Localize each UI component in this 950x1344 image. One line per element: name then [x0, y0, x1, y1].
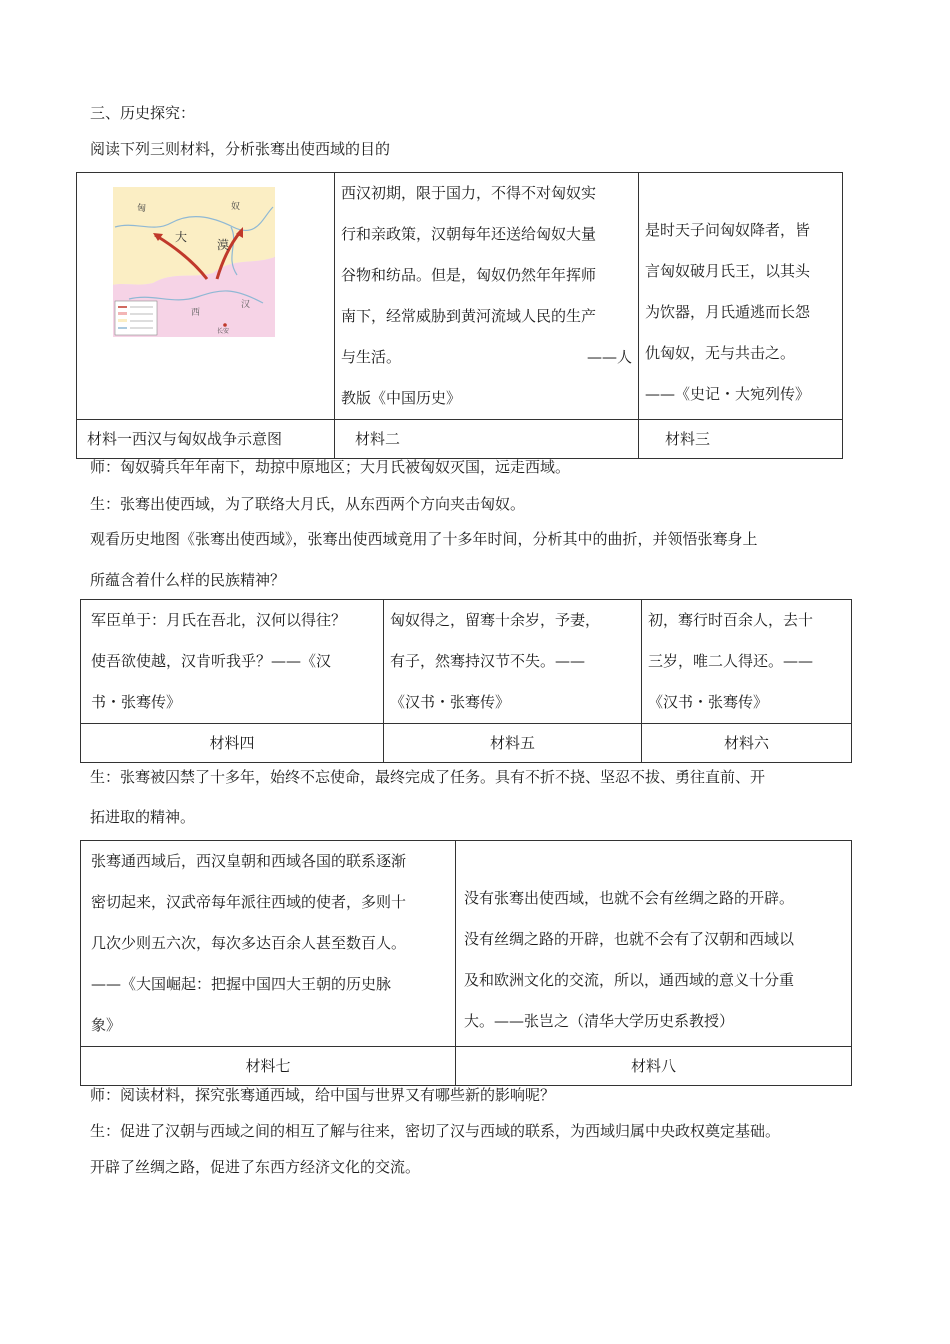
material-2-text-cell: [335, 173, 639, 420]
student-line-1: 生：张骞出使西域，为了联络大月氏，从东西两个方向夹击匈奴。: [90, 495, 526, 513]
material-5-caption: 材料五: [384, 724, 642, 763]
prompt-line-b: 所蕴含着什么样的民族精神？: [90, 571, 286, 589]
material-2-source-a: ——人: [586, 348, 632, 366]
material-1-caption: 材料一西汉与匈奴战争示意图: [77, 420, 335, 459]
material-1-map-cell: [77, 173, 335, 420]
material-7-line: 几次少则五六次，每次多达百余人甚至数百人。: [91, 934, 407, 952]
material-2-source-b: 教版《中国历史》: [341, 389, 462, 407]
material-6-text-cell: [642, 600, 852, 724]
material-7-line: 象》: [91, 1016, 122, 1034]
material-3-line: 仇匈奴，无与共击之。: [645, 344, 796, 362]
section-title: 三、历史探究：: [90, 104, 196, 122]
student-line-3b: 开辟了丝绸之路，促进了东西方经济文化的交流。: [90, 1158, 421, 1176]
materials-table-1: [76, 172, 843, 459]
material-7-line: 张骞通西域后，西汉皇朝和西域各国的联系逐渐: [91, 852, 407, 870]
teacher-line-2: 师：阅读材料，探究张骞通西域，给中国与世界又有哪些新的影响呢？: [90, 1086, 556, 1104]
map-label-changan: 长安: [217, 328, 230, 335]
map-legend: [115, 301, 157, 335]
material-2-line: 行和亲政策，汉朝每年还送给匈奴大量: [341, 225, 597, 243]
map-label-han: 汉: [241, 300, 251, 310]
materials-table-3: [80, 840, 852, 1086]
material-4-caption: 材料四: [81, 724, 384, 763]
intro-text: 阅读下列三则材料，分析张骞出使西域的目的: [90, 140, 391, 158]
material-8-line: 及和欧洲文化的交流，所以，通西域的意义十分重: [464, 971, 795, 989]
material-7-caption: 材料七: [81, 1047, 456, 1086]
material-8-text-cell: [456, 841, 852, 1047]
map-label-da: 大: [175, 230, 188, 244]
material-4-line: 使吾欲使越，汉肯听我乎？——《汉: [91, 652, 332, 670]
material-5-line: 有子，然骞持汉节不失。——: [390, 652, 586, 670]
material-8-caption: 材料八: [456, 1047, 852, 1086]
material-8-line: 大。——张岂之（清华大学历史系教授）: [464, 1012, 735, 1030]
map-label-xi: 西: [191, 308, 201, 318]
student-line-2b: 拓进取的精神。: [90, 808, 196, 826]
materials-table-2: [80, 599, 852, 763]
material-8-line: 没有张骞出使西域，也就不会有丝绸之路的开辟。: [464, 889, 795, 907]
material-2-line: 西汉初期，限于国力，不得不对匈奴实: [341, 184, 597, 202]
material-8-line: 没有丝绸之路的开辟，也就不会有了汉朝和西域以: [464, 930, 795, 948]
material-2-caption: 材料二: [335, 420, 639, 459]
material-3-line: 为饮器，月氏遁逃而长怨: [645, 303, 811, 321]
han-xiongnu-war-map: [113, 187, 275, 337]
material-2-line: 谷物和纺品。但是，匈奴仍然年年挥师: [341, 266, 597, 284]
map-label-xiongnu: 匈: [137, 204, 147, 214]
material-2-line: 南下，经常威胁到黄河流域人民的生产: [341, 307, 597, 325]
material-4-text-cell: [81, 600, 384, 724]
map-label-nu: 奴: [231, 202, 241, 212]
material-3-text-cell: [639, 173, 843, 420]
material-3-line: 是时天子问匈奴降者，皆: [645, 221, 811, 239]
map-label-mo: 漠: [217, 238, 230, 252]
material-5-line: 匈奴得之，留骞十余岁，予妻，: [390, 611, 601, 629]
material-6-line: 初，骞行时百余人，去十: [648, 611, 814, 629]
student-line-3a: 生：促进了汉朝与西域之间的相互了解与往来，密切了汉与西域的联系，为西域归属中央政权奠定基础。: [90, 1122, 781, 1140]
material-5-text-cell: [384, 600, 642, 724]
student-line-2a: 生：张骞被囚禁了十多年，始终不忘使命，最终完成了任务。具有不折不挠、坚忍不拔、勇往直前、开: [90, 768, 766, 786]
material-2-line: 与生活。: [341, 348, 402, 366]
material-6-line: 三岁，唯二人得还。——: [648, 652, 814, 670]
material-3-caption: 材料三: [639, 420, 843, 459]
prompt-line-a: 观看历史地图《张骞出使西域》，张骞出使西域竟用了十多年时间，分析其中的曲折，并领悟张骞身上: [90, 530, 758, 548]
material-3-line: ——《史记・大宛列传》: [645, 385, 811, 403]
material-6-caption: 材料六: [642, 724, 852, 763]
material-7-text-cell: [81, 841, 456, 1047]
material-7-line: 密切起来，汉武帝每年派往西域的使者，多则十: [91, 893, 407, 911]
material-7-line: ——《大国崛起：把握中国四大王朝的历史脉: [91, 975, 392, 993]
teacher-line-1: 师：匈奴骑兵年年南下，劫掠中原地区；大月氏被匈奴灭国，远走西域。: [90, 458, 571, 476]
material-6-line: 《汉书・张骞传》: [648, 693, 769, 711]
material-3-line: 言匈奴破月氏王，以其头: [645, 262, 811, 280]
material-4-line: 书・张骞传》: [91, 693, 182, 711]
material-5-line: 《汉书・张骞传》: [390, 693, 511, 711]
material-4-line: 军臣单于：月氏在吾北，汉何以得往？: [91, 611, 347, 629]
